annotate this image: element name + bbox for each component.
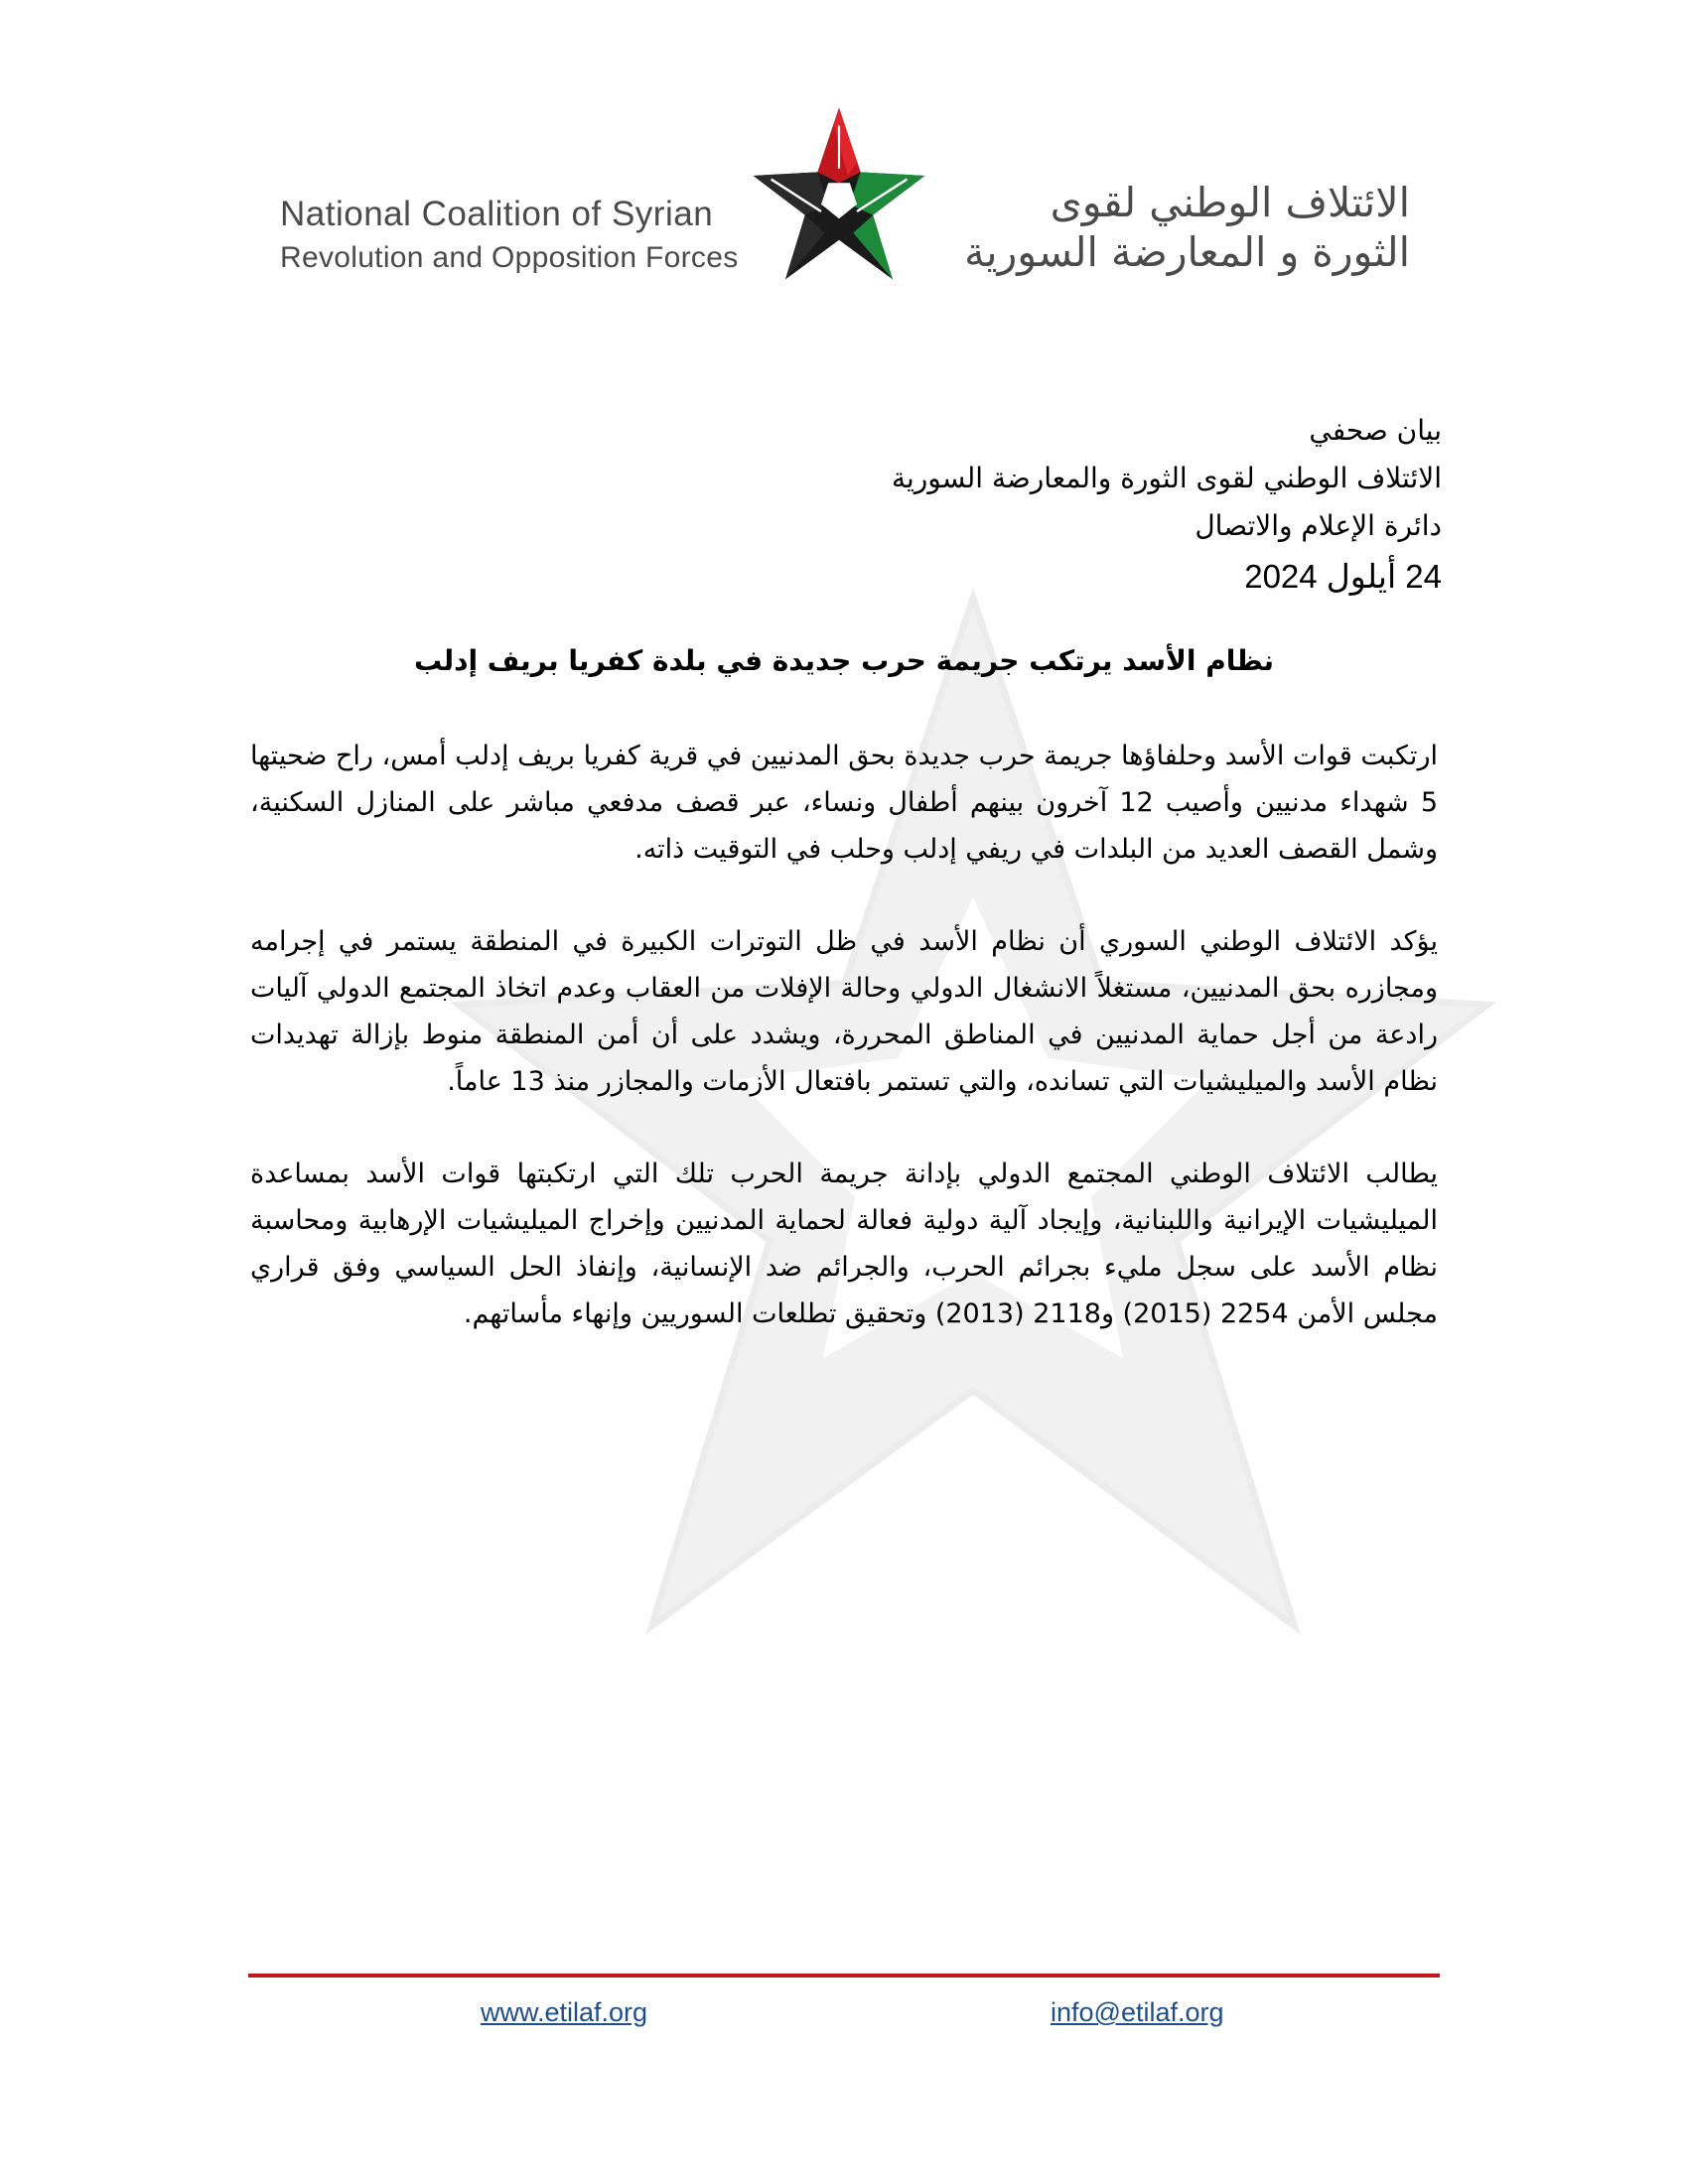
header-en-line1: National Coalition of Syrian: [280, 195, 714, 233]
statement-org: الائتلاف الوطني لقوى الثورة والمعارضة السورية: [891, 462, 1442, 494]
header-arabic: [923, 179, 1410, 278]
header-ar-line1: الائتلاف الوطني لقوى: [1050, 179, 1410, 226]
paragraph: يؤكد الائتلاف الوطني السوري أن نظام الأسد في ظل التوترات الكبيرة في المنطقة يستمر في إجرامه ومجازره بحق المدنيين، مستغلاً الانشغال الدولي وحالة الإفلات من العقاب وعدم اتخاذ المجتمع الدولي آليات رادعة من أجل حماية المدنيين في المناطق المحررة، ويشدد على أن أمن المنطقة منوط بإزالة تهديدات نظام الأسد والميليشيات التي تسانده، والتي تستمر بافتعال الأزمات والمجازر منذ 13 عاماً.: [250, 926, 1438, 1097]
header-en-line2: Revolution and Opposition Forces: [280, 241, 739, 274]
paragraph: يطالب الائتلاف الوطني المجتمع الدولي بإدانة جريمة الحرب تلك التي ارتكبتها قوات الأسد بمساعدة الميليشيات الإيرانية واللبنانية، وإيجاد آلية دولية فعالة لحماية المدنيين وإخراج الميليشيات الإرهابية ومحاسبة نظام الأسد على سجل مليء بجرائم الحرب، والجرائم ضد الإنسانية، وإنفاذ الحل السياسي وفق قراري مجلس الأمن 2254 (2015) و2118 (2013) وتحقيق تطلعات السوريين وإنهاء مأساتهم.: [250, 1159, 1438, 1329]
footer-divider: [248, 1974, 1440, 1978]
statement-date: 24 أيلول 2024: [1244, 558, 1442, 595]
statement-body: [250, 733, 1438, 1383]
statement-title: نظام الأسد يرتكب جريمة حرب جديدة في بلدة كفريا بريف إدلب: [413, 644, 1275, 677]
statement-dept: دائرة الإعلام والاتصال: [1195, 509, 1442, 542]
header-english: [280, 193, 737, 280]
paragraph: ارتكبت قوات الأسد وحلفاؤها جريمة حرب جديدة بحق المدنيين في قرية كفريا بريف إدلب أمس، راح ضحيتها 5 شهداء مدنيين وأصيب 12 آخرون بينهم أطفال ونساء، عبر قصف مدفعي مباشر على المنازل السكنية، وشمل القصف العديد من البلدات في ريفي إدلب وحلب في التوقيت ذاته.: [250, 741, 1438, 865]
statement-type: بيان صحفي: [1309, 414, 1442, 447]
email-link[interactable]: info@etilaf.org: [1051, 1997, 1224, 2027]
header-ar-line2: الثورة و المعارضة السورية: [964, 228, 1410, 276]
coalition-star-logo: [750, 104, 928, 283]
website-link[interactable]: www.etilaf.org: [481, 1997, 648, 2027]
statement-meta: [647, 407, 1442, 604]
